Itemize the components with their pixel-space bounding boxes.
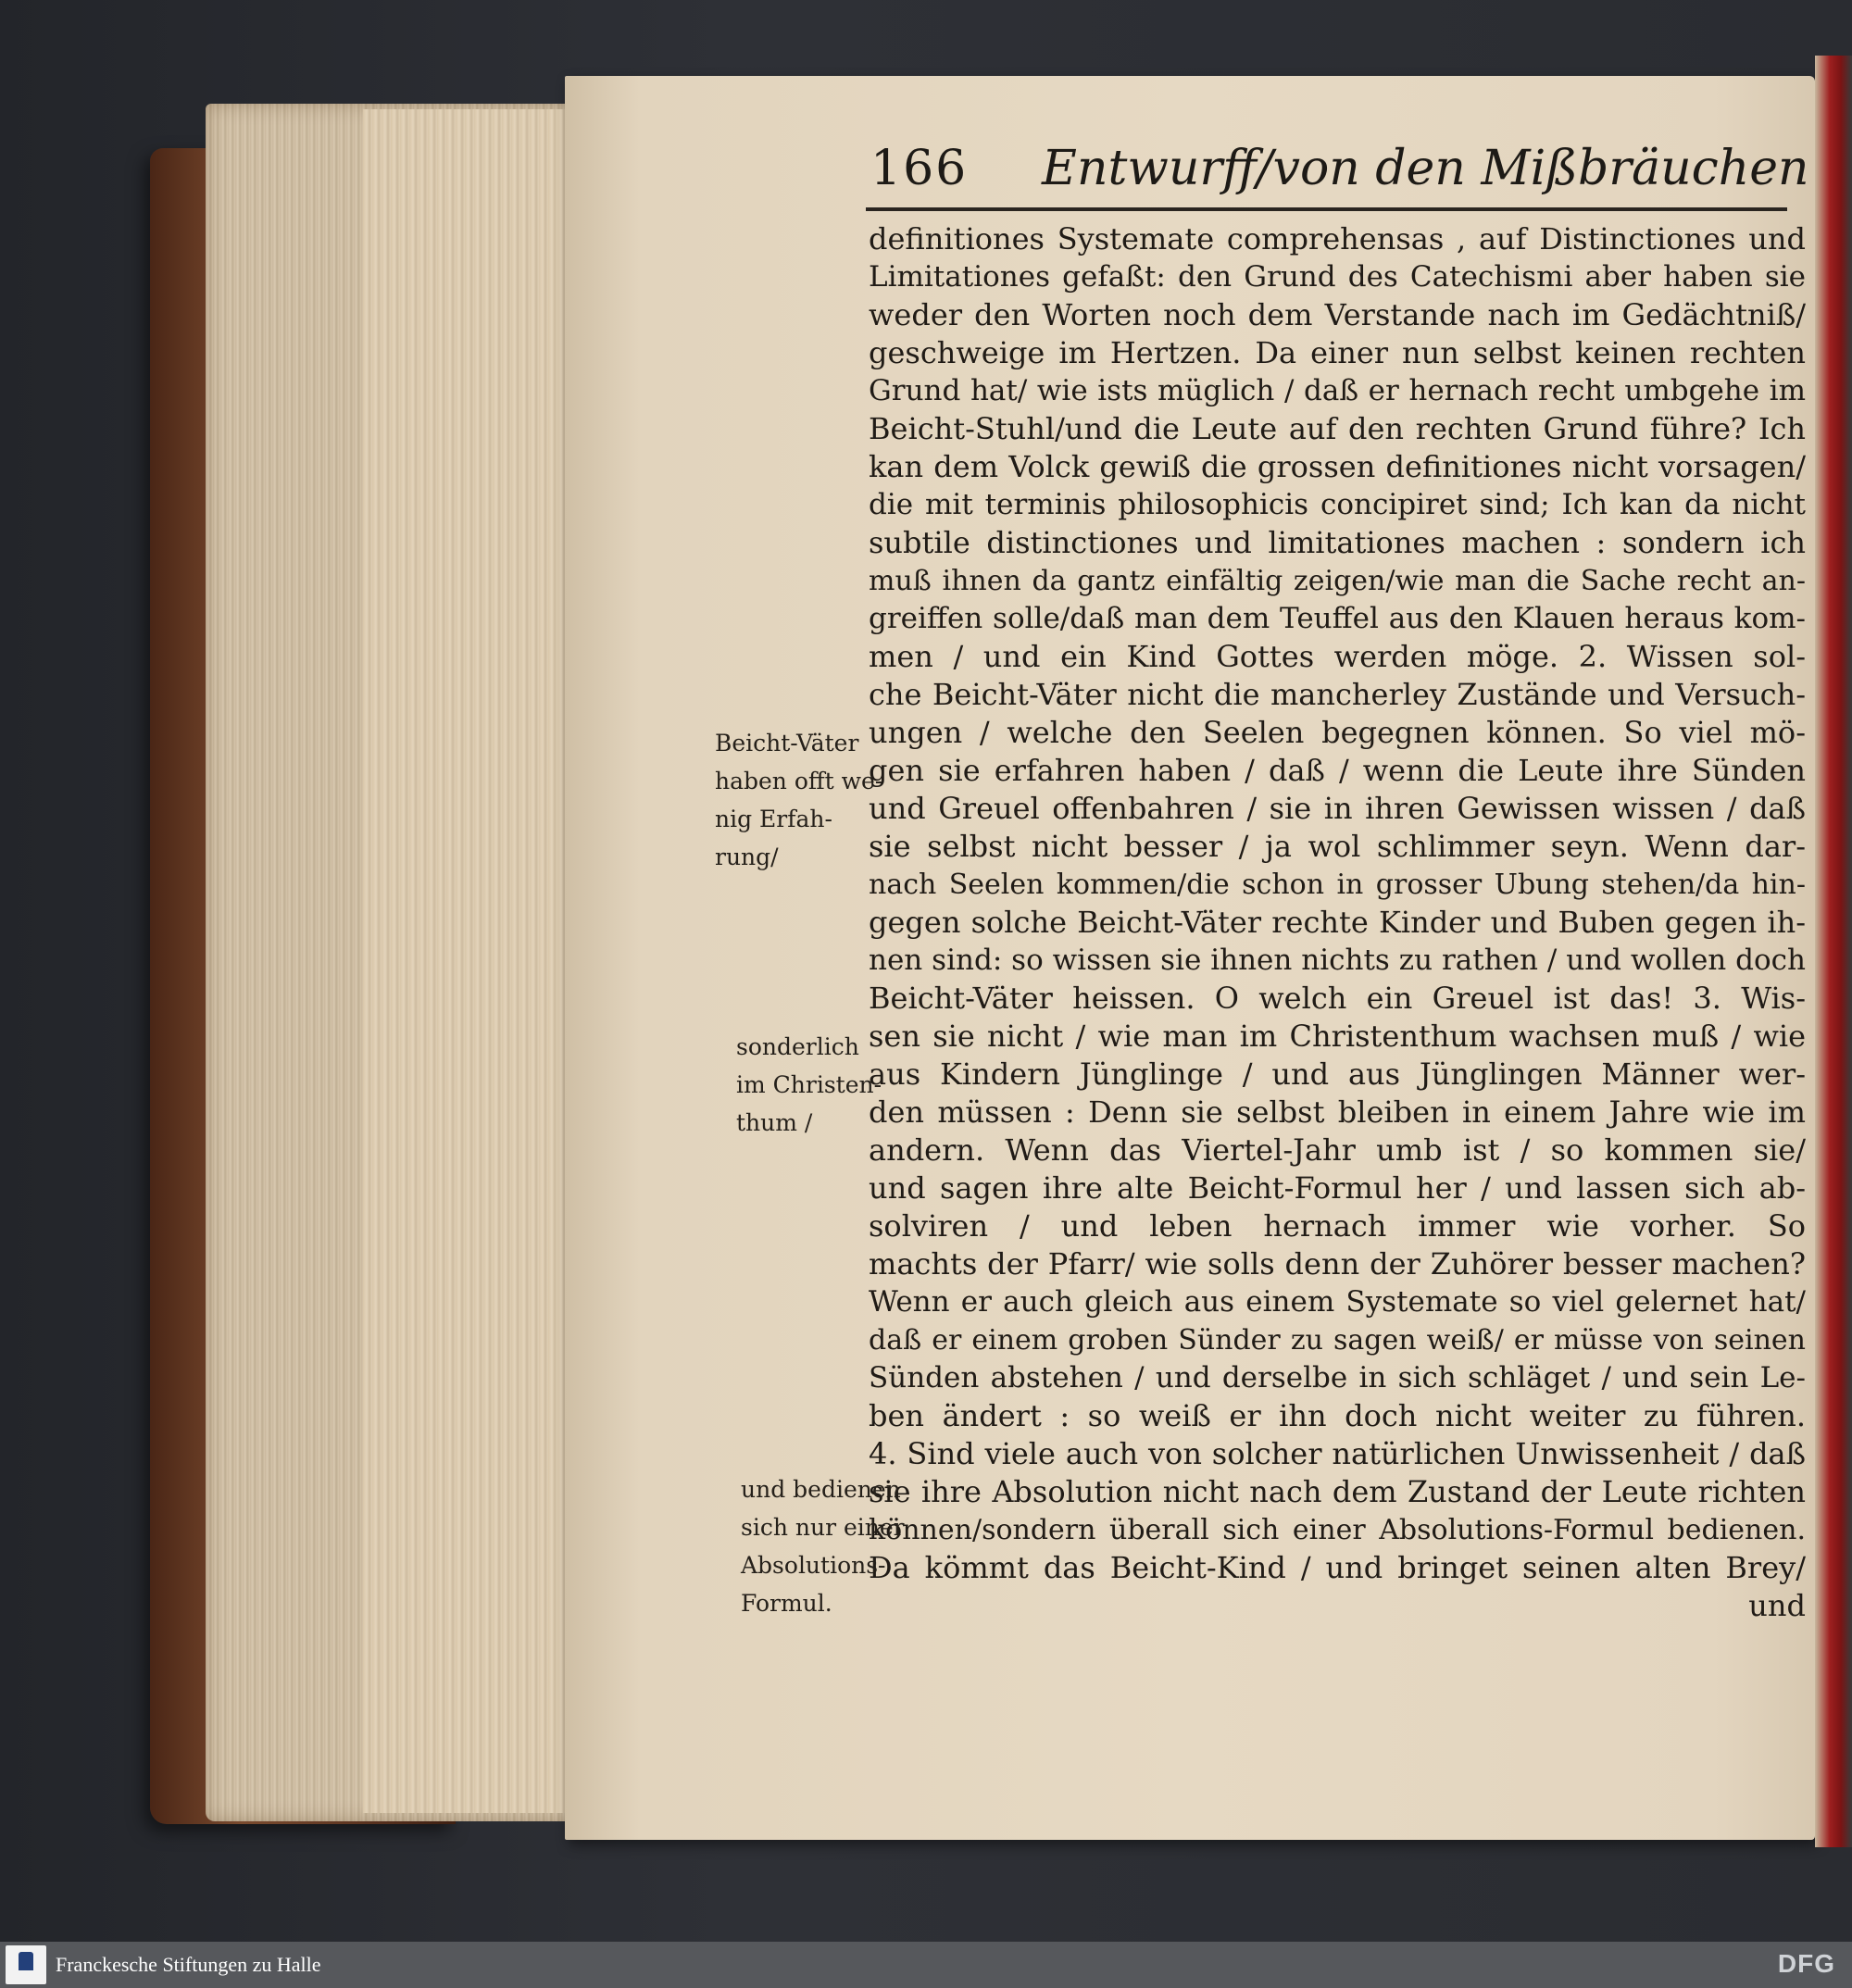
text-line: Grund hat/ wie ists müglich / daß er hernach recht umbgehe im — [869, 374, 1806, 407]
margin-note — [741, 1470, 905, 1622]
margin-note-line: sich nur einer — [741, 1514, 905, 1541]
text-line: sie ihre Absolution nicht nach dem Zustand der Leute richten — [869, 1474, 1806, 1509]
main-text-block — [869, 220, 1806, 1625]
page-stack-inner-edge — [363, 109, 576, 1813]
viewer-footer — [0, 1942, 1852, 1988]
margin-note-line: rung/ — [715, 844, 779, 870]
margin-note-line: sonderlich — [736, 1033, 859, 1060]
text-line: sie selbst nicht besser / ja wol schlimmer seyn. Wenn dar- — [869, 829, 1806, 864]
logo-mark — [19, 1952, 33, 1970]
text-line: Wenn er auch gleich aus einem Systemate so viel gelernet hat/ — [869, 1285, 1806, 1319]
header-rule — [866, 207, 1787, 211]
margin-note-line: nig Erfah- — [715, 806, 832, 832]
margin-note-line: Absolutions- — [741, 1552, 886, 1579]
text-line: Limitationes gefaßt: den Grund des Catechismi aber haben sie — [869, 260, 1806, 294]
text-line: nen sind: so wissen sie ihnen nichts zu rathen / und wollen doch — [869, 944, 1806, 977]
margin-note-line: und bedienen — [741, 1476, 901, 1503]
text-line: geschweige im Hertzen. Da einer nun selbst keinen rechten — [869, 335, 1806, 370]
text-line: Da kömmt das Beicht-Kind / und bringet seinen alten Brey/ — [869, 1550, 1806, 1585]
running-title: Entwurff/von den Mißbräuchen — [1042, 141, 1809, 196]
text-line: und sagen ihre alte Beicht-Formul her / und lassen sich ab- — [869, 1170, 1806, 1206]
margin-note-line: haben offt we- — [715, 768, 883, 794]
text-line: Beicht-Väter heissen. O welch ein Greuel ist das! 3. Wis- — [869, 981, 1806, 1016]
text-line: andern. Wenn das Viertel-Jahr umb ist / so kommen sie/ — [869, 1132, 1806, 1168]
text-line: daß er einem groben Sünder zu sagen weiß/ er müsse von seinen — [869, 1324, 1806, 1357]
institution-logo-icon — [6, 1945, 46, 1984]
text-line: den müssen : Denn sie selbst bleiben in einem Jahre wie im — [869, 1094, 1806, 1130]
catchword: und — [1748, 1588, 1806, 1623]
text-line: gen sie erfahren haben / daß / wenn die Leute ihre Sünden — [869, 753, 1806, 788]
text-line: können/sondern überall sich einer Absolutions-Formul bedienen. — [869, 1514, 1806, 1546]
text-line: und Greuel offenbahren / sie in ihren Gewissen wissen / daß — [869, 791, 1806, 826]
margin-note-line: Formul. — [741, 1590, 832, 1617]
text-line: ben ändert : so weiß er ihn doch nicht weiter zu führen. — [869, 1398, 1806, 1433]
margin-note-line: thum / — [736, 1109, 813, 1136]
dfg-badge: DFG — [1777, 1949, 1835, 1978]
text-line: gegen solche Beicht-Väter rechte Kinder und Buben gegen ih- — [869, 905, 1806, 940]
margin-note — [715, 724, 882, 876]
text-line: weder den Worten noch dem Verstande nach im Gedächtniß/ — [869, 297, 1806, 332]
text-line: kan dem Volck gewiß die grossen definitiones nicht vorsagen/ — [869, 449, 1806, 484]
text-line: sen sie nicht / wie man im Christenthum wachsen muß / wie — [869, 1019, 1806, 1054]
text-line: ungen / welche den Seelen begegnen können. So viel mö- — [869, 715, 1806, 750]
text-line: Sünden abstehen / und derselbe in sich schläget / und sein Le- — [869, 1361, 1806, 1394]
text-line: machts der Pfarr/ wie solls denn der Zuhörer besser machen? — [869, 1246, 1806, 1282]
footer-institution: Franckesche Stiftungen zu Halle — [56, 1953, 321, 1976]
running-head — [870, 141, 1809, 206]
text-line: 4. Sind viele auch von solcher natürlichen Unwissenheit / daß — [869, 1436, 1806, 1471]
text-line: nach Seelen kommen/die schon in grosser Ubung stehen/da hin- — [869, 869, 1806, 901]
text-line: Beicht-Stuhl/und die Leute auf den rechten Grund führe? Ich — [869, 411, 1806, 446]
page-number: 166 — [870, 141, 969, 196]
text-line: die mit terminis philosophicis concipiret sind; Ich kan da nicht — [869, 488, 1806, 521]
text-line: aus Kindern Jünglinge / und aus Jünglingen Männer wer- — [869, 1057, 1806, 1092]
text-line: che Beicht-Väter nicht die mancherley Zustände und Versuch- — [869, 677, 1806, 712]
margin-note-line: im Christen- — [736, 1071, 882, 1098]
text-line: definitiones Systemate comprehensas , auf Distinctiones und — [869, 221, 1806, 256]
text-line: solviren / und leben hernach immer wie vorher. So — [869, 1208, 1806, 1244]
margin-note-line: Beicht-Väter — [715, 730, 859, 756]
text-line: subtile distinctiones und limitationes machen : sondern ich — [869, 525, 1806, 560]
adjacent-page-edge — [1815, 56, 1852, 1847]
text-line: greiffen solle/daß man dem Teuffel aus den Klauen heraus kom- — [869, 602, 1806, 635]
margin-note — [736, 1028, 882, 1142]
text-line: men / und ein Kind Gottes werden möge. 2. Wissen sol- — [869, 639, 1806, 674]
text-line: muß ihnen da gantz einfältig zeigen/wie man die Sache recht an- — [869, 565, 1806, 597]
